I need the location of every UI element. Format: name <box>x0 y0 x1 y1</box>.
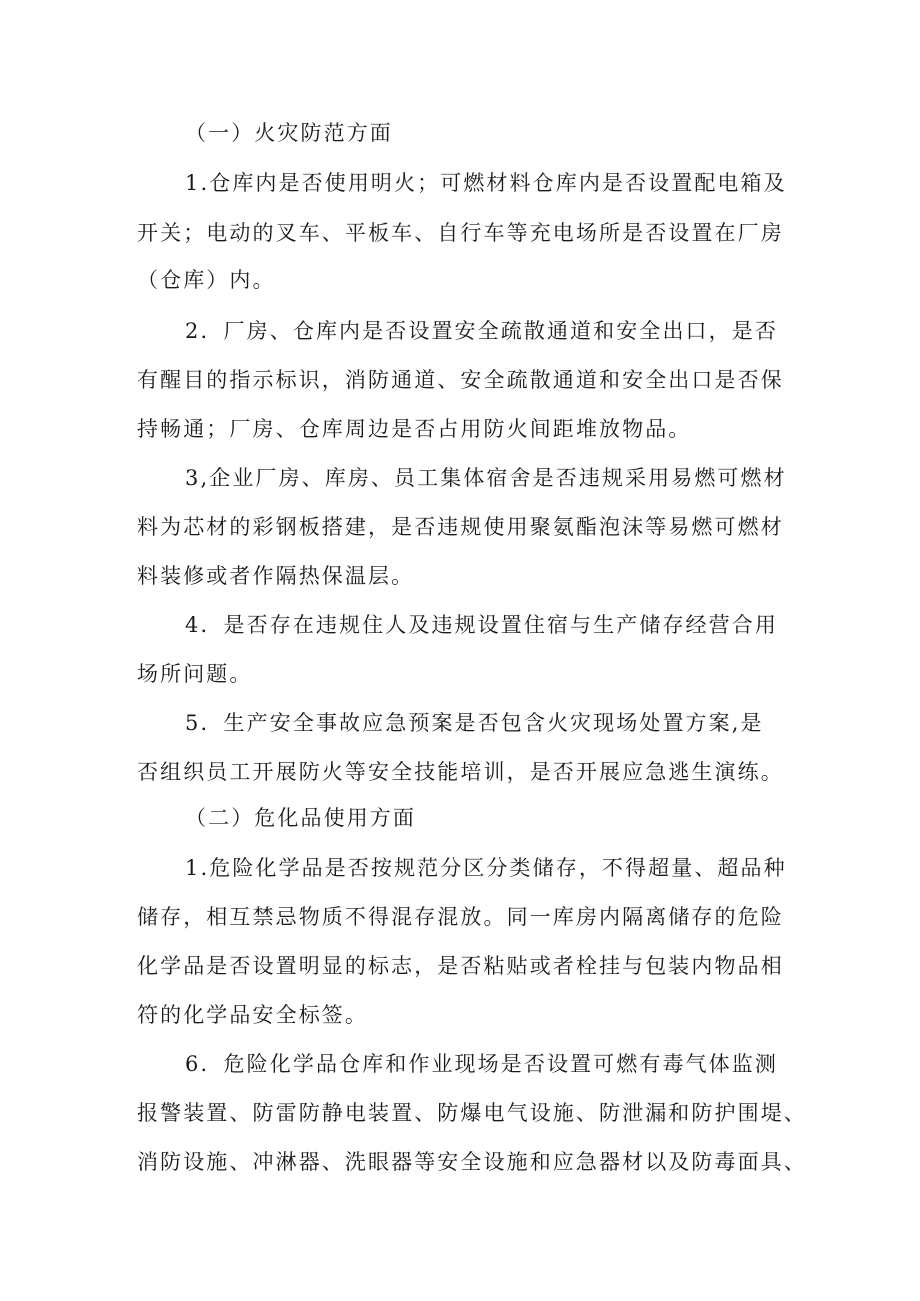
paragraph-line: 消防设施、冲淋器、洗眼器等安全设施和应急器材以及防毒面具、 <box>137 1150 807 1174</box>
paragraph-line: 符的化学品安全标签。 <box>137 1003 368 1027</box>
paragraph-line: 4．是否存在违规住人及违规设置住宿与生产储存经营合用 <box>185 613 778 637</box>
paragraph-line: 化学品是否设置明显的标志，是否粘贴或者栓挂与包装内物品相 <box>137 954 784 978</box>
paragraph-line: 1.危险化学品是否按规范分区分类储存，不得超量、超品种 <box>185 856 787 880</box>
section-heading-hazardous-chemicals: （二）危化品使用方面 <box>185 806 416 830</box>
paragraph-line: （仓库）内。 <box>137 268 276 292</box>
paragraph-line: 有醒目的指示标识，消防通道、安全疏散通道和安全出口是否保 <box>137 368 784 392</box>
paragraph-line: 2．厂房、仓库内是否设置安全疏散通道和安全出口，是否 <box>185 319 778 343</box>
paragraph-line: 持畅通；厂房、仓库周边是否占用防火间距堆放物品。 <box>137 417 692 441</box>
paragraph-line: 否组织员工开展防火等安全技能培训，是否开展应急逃生演练。 <box>137 760 784 784</box>
section-heading-fire-prevention: （一）火灾防范方面 <box>185 121 393 145</box>
paragraph-line: 3,企业厂房、库房、员工集体宿舍是否违规采用易燃可燃材 <box>185 466 787 490</box>
paragraph-line: 场所问题。 <box>137 662 253 686</box>
paragraph-line: 5．生产安全事故应急预案是否包含火灾现场处置方案,是 <box>185 711 764 735</box>
paragraph-line: 1.仓库内是否使用明火；可燃材料仓库内是否设置配电箱及 <box>185 171 787 195</box>
paragraph-line: 报警装置、防雷防静电装置、防爆电气设施、防泄漏和防护围堤、 <box>137 1101 807 1125</box>
paragraph-line: 料装修或者作隔热保温层。 <box>137 564 415 588</box>
paragraph-line: 开关；电动的叉车、平板车、自行车等充电场所是否设置在厂房 <box>137 221 784 245</box>
paragraph-line: 6．危险化学品仓库和作业现场是否设置可燃有毒气体监测 <box>185 1052 778 1076</box>
paragraph-line: 料为芯材的彩钢板搭建，是否违规使用聚氨酯泡沫等易燃可燃材 <box>137 515 784 539</box>
paragraph-line: 储存，相互禁忌物质不得混存混放。同一库房内隔离储存的危险 <box>137 905 784 929</box>
